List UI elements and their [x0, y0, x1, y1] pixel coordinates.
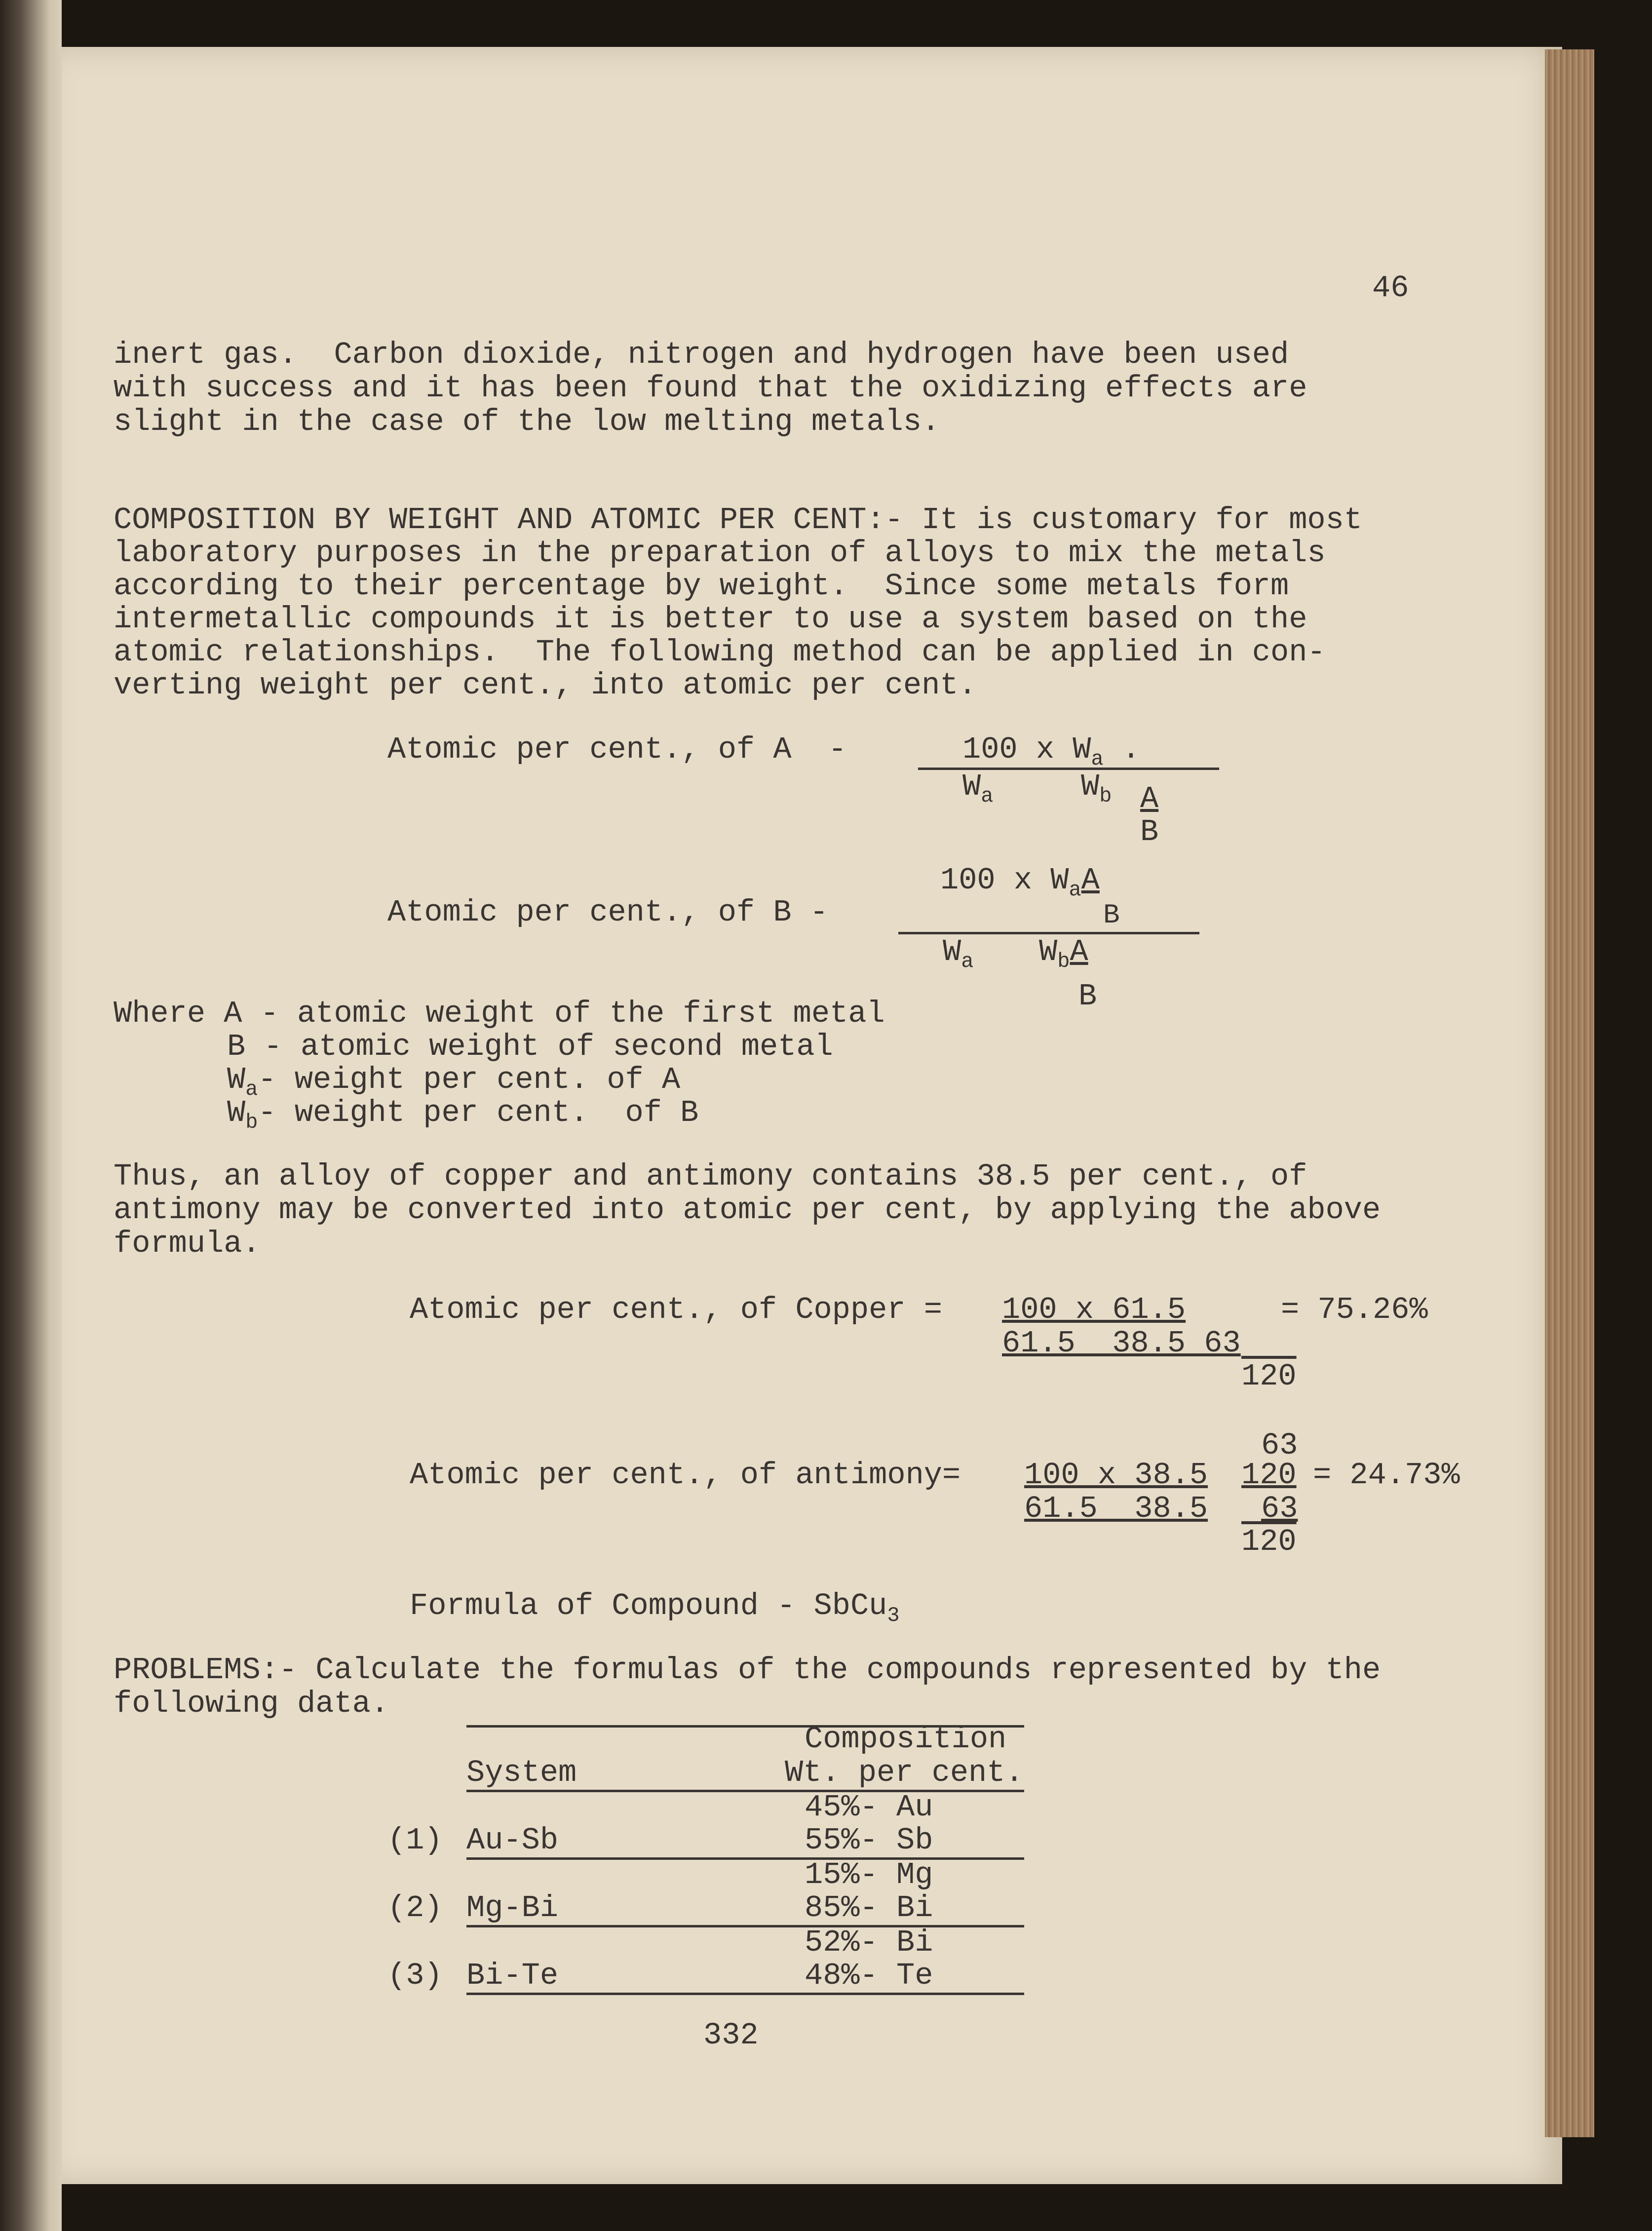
- paragraph-line: formula.: [114, 1226, 261, 1261]
- formula-b-denom-wb: $W_bA$: [1039, 934, 1088, 973]
- row-3-comp-2: 48%- Te: [805, 1958, 933, 1993]
- row-2-system: Mg-Bi: [466, 1890, 559, 1925]
- paragraph-line: slight in the case of the low melting metals.: [114, 404, 940, 439]
- row-2-comp-2: 85%- Bi: [805, 1890, 933, 1925]
- antimony-top-63: 63: [1261, 1428, 1298, 1463]
- row-3-system: Bi-Te: [466, 1958, 559, 1993]
- copper-denom-frac: 120: [1241, 1359, 1297, 1394]
- paragraph-line: COMPOSITION BY WEIGHT AND ATOMIC PER CENT:- It is customary for most: [114, 502, 1363, 538]
- where-line: $W_a-$ weight per cent. of A: [227, 1062, 681, 1101]
- paragraph-line: laboratory purposes in the preparation of alloys to mix the metals: [114, 536, 1326, 571]
- header-wt-per-cent: Wt. per cent.: [785, 1755, 1024, 1790]
- antimony-numerator: 100 x 38.5: [1024, 1458, 1208, 1493]
- copper-denominator: 61.5 38.5 63: [1002, 1326, 1241, 1361]
- page-number-bottom: 332: [703, 2018, 759, 2053]
- row-1-comp-2: 55%- Sb: [805, 1823, 933, 1858]
- table-rule-header: [466, 1790, 1024, 1792]
- paragraph-line: antimony may be converted into atomic per cent, by applying the above: [114, 1192, 1381, 1228]
- formula-a-denom-wb: $W_b$: [1081, 769, 1112, 808]
- page-edges: [1545, 49, 1594, 2137]
- problems-line: PROBLEMS:- Calculate the formulas of the compounds represented by the: [114, 1653, 1381, 1688]
- copper-numerator: 100 x 61.5: [1002, 1292, 1186, 1327]
- antimony-denom-63: 63: [1261, 1491, 1298, 1526]
- antimony-denominator: 61.5 38.5: [1024, 1491, 1208, 1526]
- paragraph-line: atomic relationships. The following method can be applied in con-: [114, 635, 1326, 670]
- antimony-denom-frac: 120: [1241, 1524, 1297, 1559]
- paragraph-line: inert gas. Carbon dioxide, nitrogen and hydrogen have been used: [114, 337, 1289, 372]
- problems-line: following data.: [114, 1686, 389, 1721]
- formula-a-denom-wa: $W_a$: [962, 769, 994, 808]
- paragraph-line: Thus, an alloy of copper and antimony contains 38.5 per cent., of: [114, 1159, 1307, 1194]
- paragraph-line: according to their percentage by weight. Since some metals form: [114, 569, 1289, 604]
- table-row-rule: [466, 1925, 1024, 1927]
- book-spine: [0, 0, 62, 2231]
- paragraph-line: intermetallic compounds it is better to use a system based on the: [114, 602, 1307, 637]
- header-composition: Composition: [805, 1722, 1007, 1757]
- formula-a-numerator: 100 x $W_a$ .: [962, 732, 1141, 771]
- formula-b-denom-wa: $W_a$: [943, 934, 974, 973]
- table-row-rule: [466, 1857, 1024, 1860]
- antimony-result: = 24.73%: [1313, 1458, 1460, 1493]
- paragraph-line: verting weight per cent., into atomic per cent.: [114, 668, 977, 703]
- formula-b-label: Atomic per cent., of B -: [387, 895, 828, 930]
- copper-label: Atomic per cent., of Copper =: [410, 1292, 942, 1327]
- row-1-system: Au-Sb: [466, 1823, 559, 1858]
- row-1-number: (1): [387, 1823, 443, 1858]
- antimony-label: Atomic per cent., of antimony=: [410, 1458, 961, 1493]
- formula-b-num-frac-bottom: B: [1103, 899, 1120, 931]
- formula-a-frac-top: A: [1140, 781, 1159, 816]
- header-system: System: [466, 1755, 577, 1790]
- row-3-number: (3): [387, 1958, 443, 1993]
- where-line: B - atomic weight of second metal: [227, 1029, 833, 1064]
- formula-b-numerator: 100 x $W_aA$: [940, 863, 1100, 902]
- where-line: Where A - atomic weight of the first metal: [114, 996, 885, 1031]
- formula-a-label: Atomic per cent., of A -: [387, 732, 847, 767]
- row-3-comp-1: 52%- Bi: [805, 1925, 933, 1960]
- paragraph-line: with success and it has been found that the oxidizing effects are: [114, 371, 1307, 406]
- where-line: $W_b-$ weight per cent. of B: [227, 1095, 699, 1134]
- copper-result: = 75.26%: [1281, 1292, 1428, 1327]
- row-1-comp-1: 45%- Au: [805, 1790, 933, 1825]
- table-rule-bottom: [466, 1993, 1024, 1995]
- row-2-number: (2): [387, 1890, 443, 1925]
- antimony-numerator-frac: 120: [1241, 1458, 1297, 1493]
- formula-a-frac-bottom: B: [1140, 814, 1159, 849]
- page-number-top: 46: [1372, 270, 1409, 306]
- formula-b-frac-bottom: B: [1078, 979, 1097, 1014]
- row-2-comp-1: 15%- Mg: [805, 1857, 933, 1892]
- compound-formula: Formula of Compound - SbCu$_3$: [410, 1588, 900, 1627]
